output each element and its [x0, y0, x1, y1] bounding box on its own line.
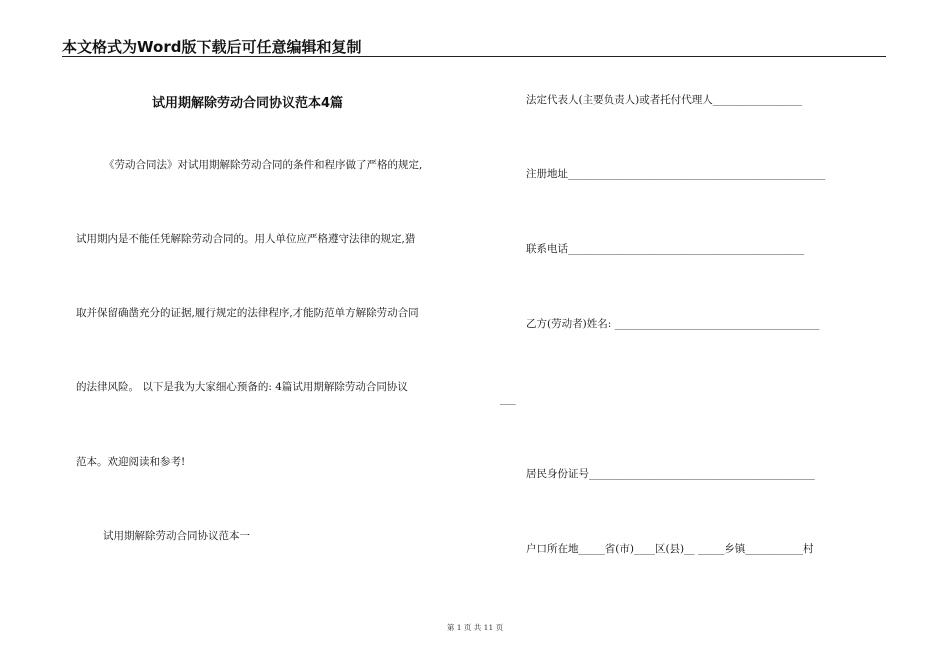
- download-notice-banner: 本文格式为Word版下载后可任意编辑和复制: [62, 38, 362, 56]
- employee-name-field: 乙方(劳动者)姓名: _______________________________________: [526, 318, 820, 330]
- body-line-4: 的法律风险。 以下是我为大家细心预备的: 4篇试用期解除劳动合同协议: [76, 381, 408, 393]
- body-line-3: 取并保留确凿充分的证据,履行规定的法律程序,才能防范单方解除劳动合同: [76, 307, 419, 319]
- document-title: 试用期解除劳动合同协议范本4篇: [152, 96, 344, 111]
- sample-heading: 试用期解除劳动合同协议范本一: [103, 530, 250, 542]
- body-line-2: 试用期内是不能任凭解除劳动合同的。用人单位应严格遵守法律的规定,猎: [76, 233, 416, 245]
- body-line-5: 范本。欢迎阅读和参考!: [76, 456, 186, 468]
- body-line-1: 《劳动合同法》对试用期解除劳动合同的条件和程序做了严格的规定,: [104, 159, 423, 171]
- page-number-footer: 第 1 页 共 11 页: [446, 623, 504, 632]
- continuation-underline: ___: [500, 393, 516, 405]
- household-registration-field: 户口所在地_____省(市)____区(县)__ _____乡镇___________村: [526, 543, 814, 555]
- registered-address-field: 注册地址_________________________________________________: [526, 168, 826, 180]
- legal-representative-field: 法定代表人(主要负责人)或者托付代理人_________________: [526, 94, 802, 106]
- contact-phone-field: 联系电话_____________________________________________: [526, 243, 805, 255]
- header-divider: [62, 56, 886, 57]
- resident-id-field: 居民身份证号___________________________________________: [526, 468, 815, 480]
